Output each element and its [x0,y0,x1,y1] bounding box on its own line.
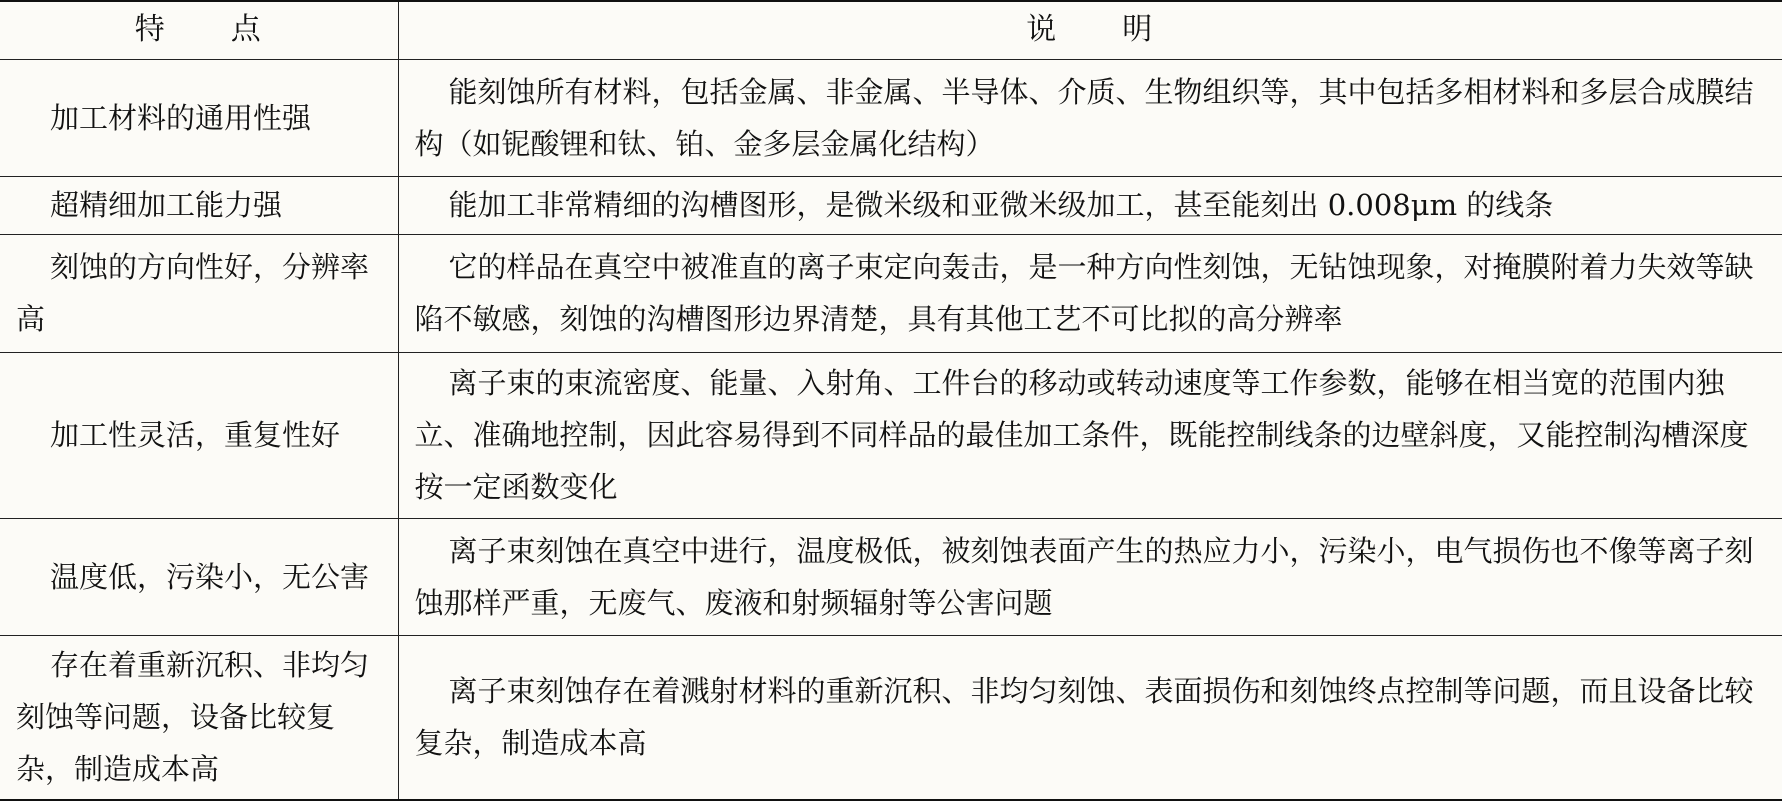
description-cell: 离子束刻蚀存在着溅射材料的重新沉积、非均匀刻蚀、表面损伤和刻蚀终点控制等问题，而且设备比较复杂，制造成本高 [398,635,1782,800]
table-row [0,234,1782,352]
description-cell: 能加工非常精细的沟槽图形，是微米级和亚微米级加工，甚至能刻出 0.008μm 的线条 [398,176,1782,234]
table-row [0,635,1782,800]
feature-cell: 加工性灵活，重复性好 [0,352,398,518]
table-row [0,518,1782,635]
description-cell: 离子束的束流密度、能量、入射角、工件台的移动或转动速度等工作参数，能够在相当宽的范围内独立、准确地控制，因此容易得到不同样品的最佳加工条件，既能控制线条的边壁斜度，又能控制沟槽深度按一定函数变化 [398,352,1782,518]
feature-cell: 温度低，污染小，无公害 [0,518,398,635]
header-feature: 特 点 [0,1,398,59]
table-body [0,59,1782,800]
description-cell: 能刻蚀所有材料，包括金属、非金属、半导体、介质、生物组织等，其中包括多相材料和多层合成膜结构（如铌酸锂和钛、铂、金多层金属化结构） [398,59,1782,176]
feature-cell: 加工材料的通用性强 [0,59,398,176]
feature-cell: 超精细加工能力强 [0,176,398,234]
feature-cell: 刻蚀的方向性好，分辨率高 [0,234,398,352]
feature-cell: 存在着重新沉积、非均匀刻蚀等问题，设备比较复杂，制造成本高 [0,635,398,800]
header-row [0,1,1782,59]
description-cell: 离子束刻蚀在真空中进行，温度极低，被刻蚀表面产生的热应力小，污染小，电气损伤也不像等离子刻蚀那样严重，无废气、废液和射频辐射等公害问题 [398,518,1782,635]
description-cell: 它的样品在真空中被准直的离子束定向轰击，是一种方向性刻蚀，无钻蚀现象，对掩膜附着力失效等缺陷不敏感，刻蚀的沟槽图形边界清楚，具有其他工艺不可比拟的高分辨率 [398,234,1782,352]
table-row [0,176,1782,234]
table-row [0,59,1782,176]
table-row [0,352,1782,518]
header-description: 说 明 [398,1,1782,59]
table-header [0,1,1782,59]
